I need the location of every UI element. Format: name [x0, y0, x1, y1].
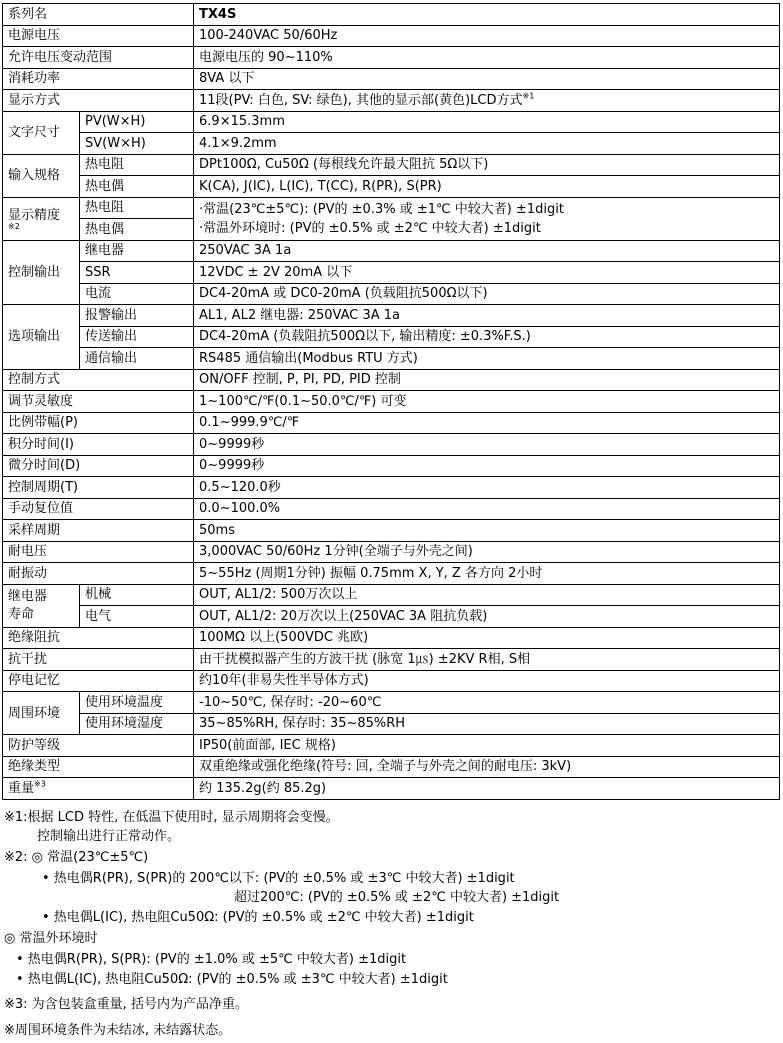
footnote-env: ※周围环境条件为未结冰, 未结露状态。	[4, 1023, 232, 1038]
table-row	[3, 735, 780, 757]
table-row	[3, 262, 780, 284]
sub-label: 继电器	[80, 240, 194, 262]
sub-label: 热电偶	[80, 219, 194, 241]
sub-label: 电气	[80, 606, 194, 628]
table-row	[3, 4, 780, 26]
spec-table	[2, 3, 780, 800]
row-value: ON/OFF 控制, P, PI, PD, PID 控制	[194, 369, 780, 391]
row-value: 约10年(非易失性半导体方式)	[194, 670, 780, 692]
table-row	[3, 498, 780, 520]
table-row	[3, 133, 780, 155]
row-value: OUT, AL1/2: 20万次以上(250VAC 3A 阻抗负载)	[194, 606, 780, 628]
row-label	[3, 778, 194, 800]
footnote-mark: ※2	[8, 222, 20, 231]
row-label: 绝缘类型	[3, 756, 194, 778]
row-value: 6.9×15.3mm	[194, 111, 780, 133]
table-row	[3, 541, 780, 563]
sub-label: 通信输出	[80, 348, 194, 370]
table-row	[3, 412, 780, 434]
sub-label: 热电阻	[80, 197, 194, 219]
table-row	[3, 305, 780, 327]
row-value: 100-240VAC 50/60Hz	[194, 25, 780, 47]
row-value: 0.5~120.0秒	[194, 477, 780, 499]
table-row	[3, 649, 780, 671]
sub-label: 使用环境湿度	[80, 713, 194, 735]
row-value: 由干扰模拟器产生的方波干扰 (脉宽 1㎲) ±2KV R相, S相	[194, 649, 780, 671]
row-label: 微分时间(D)	[3, 455, 194, 477]
row-label: 电源电压	[3, 25, 194, 47]
row-value: 100MΩ 以上(500VDC 兆欧)	[194, 627, 780, 649]
footnote-1-cont: 控制输出进行正常动作。	[37, 829, 181, 844]
row-label: 手动复位值	[3, 498, 194, 520]
row-label: 消耗功率	[3, 68, 194, 90]
sub-label: 使用环境温度	[80, 692, 194, 714]
table-row	[3, 25, 780, 47]
sub-label: 热电阻	[80, 154, 194, 176]
table-row	[3, 627, 780, 649]
sub-label: 报警输出	[80, 305, 194, 327]
row-label: 抗干扰	[3, 649, 194, 671]
row-label: 系列名	[3, 4, 194, 26]
row-value: 约 135.2g(约 85.2g)	[194, 778, 780, 800]
row-label: 绝缘阻抗	[3, 627, 194, 649]
table-row	[3, 520, 780, 542]
sub-label: SV(W×H)	[80, 133, 194, 155]
row-value: 35~85%RH, 保存时: 35~85%RH	[194, 713, 780, 735]
sub-label: SSR	[80, 262, 194, 284]
table-row	[3, 68, 780, 90]
table-row	[3, 778, 780, 800]
row-value: AL1, AL2 继电器: 250VAC 3A 1a	[194, 305, 780, 327]
table-row	[3, 154, 780, 176]
table-row	[3, 47, 780, 69]
group-label	[3, 197, 80, 240]
group-label: 输入规格	[3, 154, 80, 197]
row-value: 0.1~999.9℃/℉	[194, 412, 780, 434]
row-value: 1~100℃/℉(0.1~50.0℃/℉) 可变	[194, 391, 780, 413]
footnote-3: ※3: 为含包装盒重量, 括号内为产品净重。	[4, 997, 248, 1012]
table-row	[3, 391, 780, 413]
weight-label: 重量	[8, 780, 35, 796]
row-value: 0~9999秒	[194, 455, 780, 477]
sub-label: PV(W×H)	[80, 111, 194, 133]
footnote-2-item: • 热电偶L(IC), 热电阻Cu50Ω: (PV的 ±0.5% 或 ±3℃ 中较大者) ±1digit	[16, 972, 448, 987]
sub-label: 电流	[80, 283, 194, 305]
row-label: 控制周期(T)	[3, 477, 194, 499]
group-label: 文字尺寸	[3, 111, 80, 154]
row-label: 比例带幅(P)	[3, 412, 194, 434]
row-label: 耐电压	[3, 541, 194, 563]
accuracy-label: 显示精度	[8, 208, 61, 223]
footnote-2-item: • 热电偶R(PR), S(PR)的 200℃以下: (PV的 ±0.5% 或 ±3℃ 中较大者) ±1digit	[42, 871, 515, 886]
footnote-1: ※1:根据 LCD 特性, 在低温下使用时, 显示周期将会变慢。	[4, 810, 339, 825]
table-row	[3, 692, 780, 714]
table-row	[3, 455, 780, 477]
row-label: 积分时间(I)	[3, 434, 194, 456]
group-label	[3, 584, 80, 627]
row-value: TX4S	[194, 4, 780, 26]
row-value: 双重绝缘或强化绝缘(符号: 回, 全端子与外壳之间的耐电压: 3kV)	[194, 756, 780, 778]
table-row	[3, 90, 780, 112]
table-row	[3, 434, 780, 456]
row-value: 50ms	[194, 520, 780, 542]
relay-life-label-1: 继电器	[8, 588, 48, 604]
footnote-2: ※2: ◎ 常温(23℃±5℃)	[4, 850, 149, 865]
table-row	[3, 283, 780, 305]
row-label: 显示方式	[3, 90, 194, 112]
row-value	[194, 90, 780, 112]
table-row	[3, 477, 780, 499]
group-label: 选项输出	[3, 305, 80, 370]
group-label: 周围环境	[3, 692, 80, 735]
sub-label: 机械	[80, 584, 194, 606]
row-label: 调节灵敏度	[3, 391, 194, 413]
row-value: -10~50℃, 保存时: -20~60℃	[194, 692, 780, 714]
row-value: 电源电压的 90~110%	[194, 47, 780, 69]
table-row	[3, 713, 780, 735]
row-value: K(CA), J(IC), L(IC), T(CC), R(PR), S(PR)	[194, 176, 780, 198]
table-row	[3, 326, 780, 348]
row-value: 250VAC 3A 1a	[194, 240, 780, 262]
row-value: DPt100Ω, Cu50Ω (每根线允许最大阻抗 5Ω以下)	[194, 154, 780, 176]
table-row	[3, 348, 780, 370]
table-row	[3, 369, 780, 391]
display-value: 11段(PV: 白色, SV: 绿色), 其他的显示部(黄色)LCD方式	[199, 92, 523, 108]
row-value: 0~9999秒	[194, 434, 780, 456]
row-label: 耐振动	[3, 563, 194, 585]
sub-label: 热电偶	[80, 176, 194, 198]
row-label: 停电记忆	[3, 670, 194, 692]
row-label: 采样周期	[3, 520, 194, 542]
footnote-2-item: • 热电偶L(IC), 热电阻Cu50Ω: (PV的 ±0.5% 或 ±2℃ 中较大者) ±1digit	[42, 910, 474, 925]
row-value: 12VDC ± 2V 20mA 以下	[194, 262, 780, 284]
row-value: 4.1×9.2mm	[194, 133, 780, 155]
relay-life-label-2: 寿命	[8, 606, 35, 622]
row-label: 允许电压变动范围	[3, 47, 194, 69]
row-value: 8VA 以下	[194, 68, 780, 90]
row-value: 5~55Hz (周期1分钟) 振幅 0.75mm X, Y, Z 各方向 2小时	[194, 563, 780, 585]
footnote-2-sub: ◎ 常温外环境时	[4, 931, 98, 946]
row-label: 控制方式	[3, 369, 194, 391]
row-value: DC4-20mA 或 DC0-20mA (负载阻抗500Ω以下)	[194, 283, 780, 305]
table-row	[3, 240, 780, 262]
row-value: 3,000VAC 50/60Hz 1分钟(全端子与外壳之间)	[194, 541, 780, 563]
row-value: OUT, AL1/2: 500万次以上	[194, 584, 780, 606]
row-value: RS485 通信输出(Modbus RTU 方式)	[194, 348, 780, 370]
footnote-2-item-cont: 超过200℃: (PV的 ±0.5% 或 ±2℃ 中较大者) ±1digit	[234, 890, 560, 905]
accuracy-line-1: ·常温(23℃±5℃): (PV的 ±0.3% 或 ±1℃ 中较大者) ±1digit	[199, 201, 564, 217]
row-value	[194, 197, 780, 240]
table-row	[3, 606, 780, 628]
table-row	[3, 563, 780, 585]
table-row	[3, 176, 780, 198]
table-row	[3, 584, 780, 606]
row-value: IP50(前面部, IEC 规格)	[194, 735, 780, 757]
footnote-mark: ※1	[522, 91, 535, 101]
row-value: DC4-20mA (负载阻抗500Ω以下, 输出精度: ±0.3%F.S.)	[194, 326, 780, 348]
table-row	[3, 670, 780, 692]
table-row	[3, 111, 780, 133]
accuracy-line-2: ·常温外环境时: (PV的 ±0.5% 或 ±2℃ 中较大者) ±1digit	[199, 220, 541, 236]
row-label: 防护等级	[3, 735, 194, 757]
group-label: 控制输出	[3, 240, 80, 305]
table-row	[3, 197, 780, 219]
row-value: 0.0~100.0%	[194, 498, 780, 520]
sub-label: 传送输出	[80, 326, 194, 348]
table-row	[3, 756, 780, 778]
footnote-mark: ※3	[34, 779, 46, 789]
footnote-2-item: • 热电偶R(PR), S(PR): (PV的 ±1.0% 或 ±5℃ 中较大者) ±1digit	[16, 952, 407, 967]
